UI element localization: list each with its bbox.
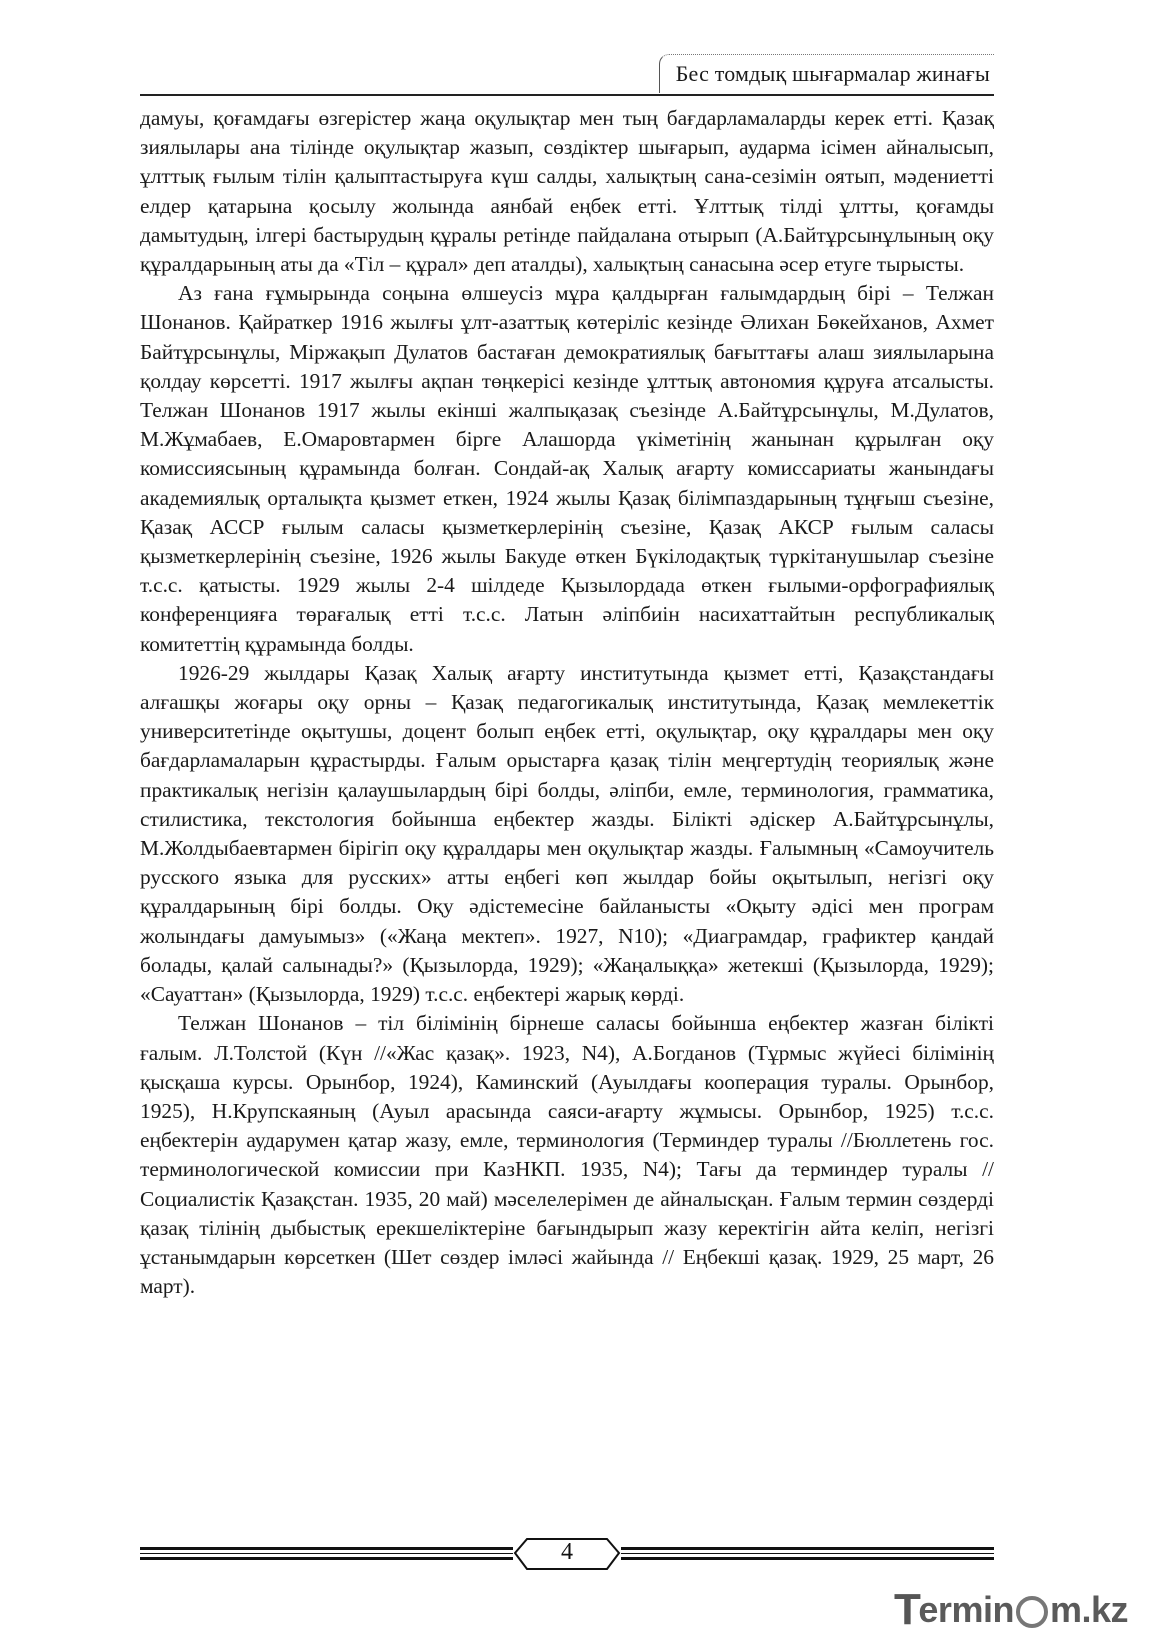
paragraph-2: Аз ғана ғұмырында соңына өлшеусіз мұра қалдырған ғалымдардың бірі – Телжан Шонанов. Қайраткер 1916 жылғы ұлт-азаттық көтеріліс кезінде Әлихан Бөкейханов, Ахмет Байтұрсынұлы, Міржақып Дулатов бастаған демократиялық бағыттағы алаш зиялыларына қолдау көрсетті. 1917 жылғы ақпан төңкерісі кезінде ұлттық автономия құруға атсалысты. Телжан Шонанов 1917 жылы екінші жалпықазақ съезінде А.Байтұрсынұлы, М.Дулатов, М.Жұмабаев, Е.Омаровтармен бірге Алашорда үкіметінің жанынан құрылған оқу комиссиясының құрамында болған. Сондай-ақ Халық ағарту комиссариаты жанындағы академиялық орталықта қызмет еткен, 1924 жылы Қазақ білімпаздарының тұңғыш съезіне, Қазақ АССР ғылым саласы қызметкерлерінің съезіне, Қазақ АКСР ғылым саласы қызметкерлерінің съезіне, 1926 жылы Бакуде өткен Бүкілодақтық түркітанушылар съезіне т.с.с. қатысты. 1929 жылы 2-4 шілдеде Қызылордада өткен ғылыми-орфографиялық конференцияға төрағалық етті т.с.с. Латын әліпбиін насихаттайтын республикалық комитеттің құрамында болды. <box>140 281 994 656</box>
magnifier-icon <box>1016 1596 1048 1628</box>
header-title-box <box>659 54 994 93</box>
paragraph-3: 1926-29 жылдары Қазақ Халық ағарту институтында қызмет етті, Қазақстандағы алғашқы жоғары оқу орны – Қазақ педагогикалық институтында, Қазақ мемлекеттік университетінде оқытушы, доцент болып еңбек етті, оқулықтар, оқу құралдары мен оқу бағдарламаларын құрастырды. Ғалым орыстарға қазақ тілін меңгертудің теориялық және практикалық негізін қалаушылардың бірі болды, әліпби, емле, терминология, грамматика, стилистика, текстология бойынша еңбектер жазды. Білікті әдіскер А.Байтұрсынұлы, М.Жолдыбаевтармен бірігіп оқу құралдары мен оқулықтар жазды. Ғалымның «Самоучитель русского языка для русских» атты еңбегі көп жылдар бойы оқытылып, негізгі оқу құралдарының бірі болды. Оқу әдістемесіне байланысты «Оқыту әдісі мен програм жолындағы дамуымыз» («Жаңа мектеп». 1927, N10); «Диаграмдар, графиктер қандай болады, қалай салынады?» (Қызылорда, 1929); «Жаңалыққа» жетекші (Қызылорда, 1929); «Сауаттан» (Қызылорда, 1929) т.с.с. еңбектері жарық көрді. <box>140 660 994 1007</box>
header-rule <box>140 94 994 96</box>
watermark-initial: T <box>894 1585 921 1634</box>
body-text <box>140 104 994 1301</box>
running-header <box>140 54 994 96</box>
running-title: Бес томдық шығармалар жинағы <box>675 61 990 86</box>
page-footer <box>140 1537 994 1581</box>
watermark-text-pre: ermin <box>918 1589 1014 1630</box>
paragraph-4: Телжан Шонанов – тіл білімінің бірнеше саласы бойынша еңбектер жазған білікті ғалым. Л.Толстой (Күн //«Жас қазақ». 1923, N4), А.Богданов (Тұрмыс жүйесі білімінің қысқаша курсы. Орынбор, 1924), Каминский (Ауылдағы кооперация туралы. Орынбор, 1925), Н.Крупскаяның (Ауыл арасында саяси-ағарту жұмысы. Орынбор, 1925) т.с.с. еңбектерін аударумен қатар жазу, емле, терминология (Терминдер туралы //Бюллетень гос. терминологической комиссии при КазНКП. 1935, N4); Тағы да терминдер туралы //Социалистік Қазақстан. 1935, 20 май) мәселелерімен де айналысқан. Ғалым термин сөздерді қазақ тілінің дыбыстық ерекшеліктеріне бағындырып жазу керектігін айта келіп, негізгі ұстанымдарын көрсеткен (Шет сөздер імләсі жайында // Еңбекші қазақ. 1929, 25 март, 26 март). <box>140 1011 994 1299</box>
page-number: 4 <box>561 1539 573 1565</box>
paragraph-1: дамуы, қоғамдағы өзгерістер жаңа оқулықтар мен тың бағдарламаларды керек етті. Қазақ зиялылары ана тілінде оқулықтар жазып, сөздіктер шығарып, аударма ісімен айналысып, ұлттық ғылым тілін қалыптастыруға күш салды, халықтың сана-сезімін оятып, мәдениетті елдер қатарына қосылу жолында аянбай еңбек етті. Ұлттық тілді ұлтты, қоғамды дамытудың, ілгері бастырудың құралы ретінде пайдалана отырып (А.Байтұрсынұлының оқу құралдарының аты да «Тіл – құрал» деп аталды), халықтың санасына әсер етуге тырысты. <box>140 106 994 277</box>
watermark-text-post: m.kz <box>1049 1589 1128 1630</box>
page-number-tab <box>513 1537 621 1571</box>
termincom-watermark <box>894 1585 1128 1634</box>
